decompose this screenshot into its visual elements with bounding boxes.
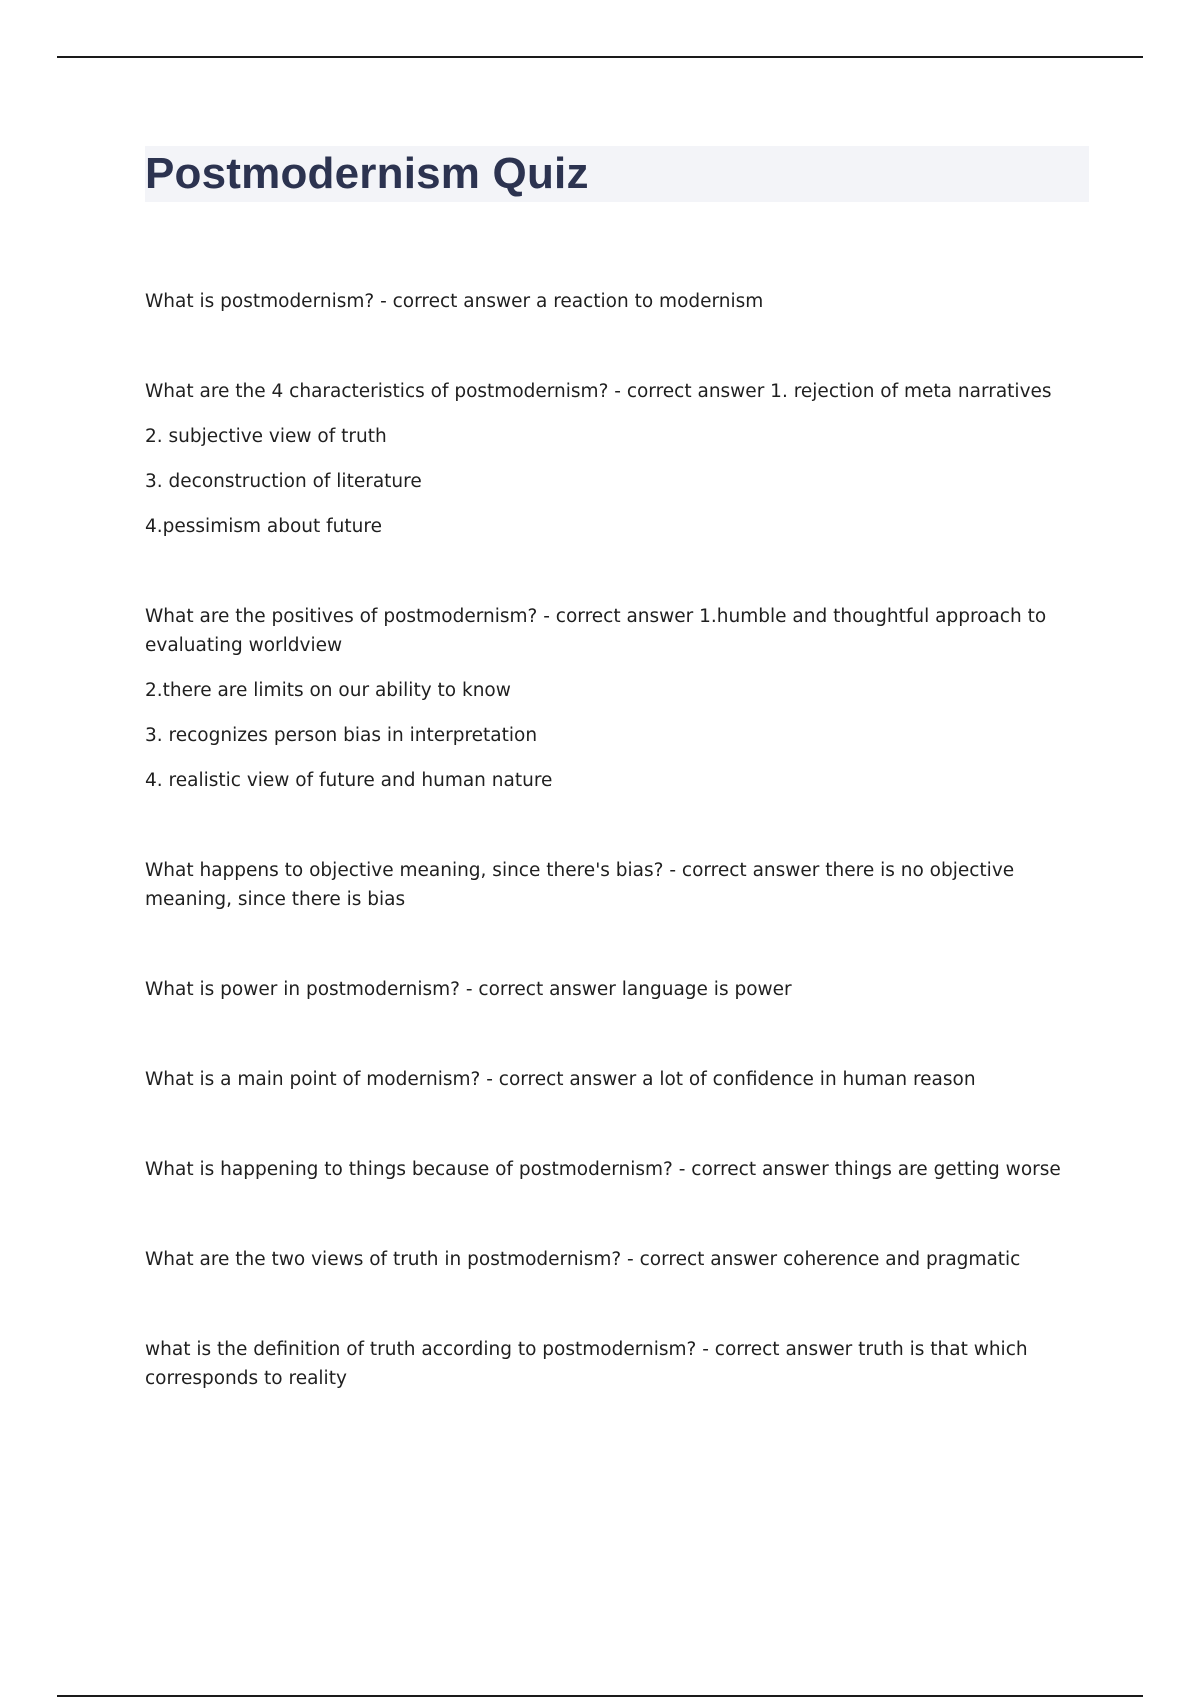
qa-answer-line: 3. recognizes person bias in interpretation: [145, 725, 538, 746]
qa-item: [145, 1065, 1085, 1094]
qa-item: [145, 1335, 1085, 1393]
footer-rule: [57, 1695, 1143, 1697]
qa-answer-line: 3. deconstruction of literature: [145, 471, 422, 492]
page-title: Postmodernism Quiz: [145, 149, 589, 198]
qa-question-line: what is the definition of truth according to postmodernism? - correct answer truth is that which corresponds to reality: [145, 1339, 1028, 1389]
qa-answer-line: 2.there are limits on our ability to know: [145, 680, 511, 701]
qa-answer-line: 4. realistic view of future and human nature: [145, 770, 553, 791]
qa-list: [145, 287, 1085, 1454]
qa-answer-line: 2. subjective view of truth: [145, 426, 387, 447]
qa-item: [145, 1155, 1085, 1184]
qa-question-line: What happens to objective meaning, since there's bias? - correct answer there is no objective meaning, since there is bias: [145, 860, 1015, 910]
qa-question-line: What is a main point of modernism? - correct answer a lot of confidence in human reason: [145, 1069, 976, 1090]
qa-question-line: What is postmodernism? - correct answer a reaction to modernism: [145, 291, 764, 312]
qa-item: [145, 1245, 1085, 1274]
qa-answer-line: 4.pessimism about future: [145, 516, 382, 537]
qa-item: [145, 975, 1085, 1004]
qa-item: [145, 377, 1085, 541]
qa-question-line: What are the 4 characteristics of postmodernism? - correct answer 1. rejection of meta narratives: [145, 381, 1052, 402]
qa-question-line: What is power in postmodernism? - correct answer language is power: [145, 979, 792, 1000]
qa-item: [145, 602, 1085, 795]
header-rule: [57, 56, 1143, 58]
qa-item: [145, 287, 1085, 316]
qa-question-line: What are the positives of postmodernism? - correct answer 1.humble and thoughtful approach to evaluating worldview: [145, 606, 1047, 656]
qa-question-line: What are the two views of truth in postmodernism? - correct answer coherence and pragmatic: [145, 1249, 1021, 1270]
qa-item: [145, 856, 1085, 914]
qa-question-line: What is happening to things because of postmodernism? - correct answer things are getting worse: [145, 1159, 1061, 1180]
